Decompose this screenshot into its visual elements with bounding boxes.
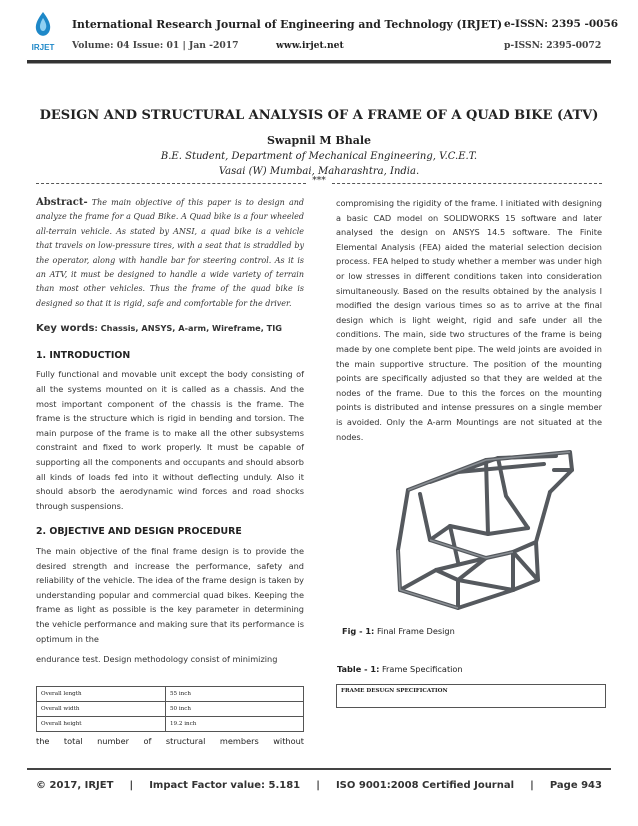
section-separator xyxy=(36,176,602,188)
abstract-text: The main objective of this paper is to design and analyze the frame for a Quad Bike. A Quad bike is a four wheeled all-terrain vehicle. As stated by ANSI, a quad bike is a vehicle that travels on low-pressure tires, with a seat that is straddled by the operator, along with handle bar for steering control. As it is an ATV, it must be designed to handle a wide variety of terrain than most other vehicles. Thus the frame of the quad bike is designed so that it is rigid, safe and comfortable for the driver. xyxy=(36,198,304,308)
objective-text: The main objective of the final frame design is to provide the desired strength and increase the performance, safety and reliability of the vehicle. The idea of the frame design is taken by understanding popular and commercial quad bikes. Keeping the frame as light as possible is the key parameter in determining the vehicle performance and making sure that its performance is optimum in the xyxy=(36,545,304,644)
word: total xyxy=(63,736,83,746)
word: without xyxy=(273,736,304,746)
frame-spec-table xyxy=(36,686,304,732)
keywords-label: Key words xyxy=(36,323,95,335)
spec-label: Overall width xyxy=(37,702,166,717)
table-caption xyxy=(337,664,463,674)
left-column xyxy=(36,196,304,667)
logo-wordmark: IRJET xyxy=(31,43,55,52)
separator-dash-right xyxy=(332,183,602,184)
abstract-label: Abstract- xyxy=(36,197,88,208)
footer-copyright: © 2017, IRJET xyxy=(36,780,114,791)
separator-dash-left xyxy=(36,183,306,184)
design-spec-box xyxy=(336,684,606,708)
spec-value: 19.2 inch xyxy=(166,717,304,732)
footer-impact-factor: Impact Factor value: 5.181 xyxy=(149,780,301,791)
figure-caption xyxy=(342,626,455,636)
word: of xyxy=(143,736,152,746)
footer-page-number: Page 943 xyxy=(549,780,602,791)
volume-issue: Volume: 04 Issue: 01 | Jan -2017 xyxy=(72,40,239,51)
separator-stars: *** xyxy=(312,176,326,186)
table-row xyxy=(37,717,304,732)
right-column xyxy=(336,196,602,444)
header-rule xyxy=(27,60,611,64)
keywords xyxy=(36,321,304,337)
objective-heading: 2. OBJECTIVE AND DESIGN PROCEDURE xyxy=(36,526,242,538)
spec-label: Overall length xyxy=(37,687,166,702)
irjet-logo xyxy=(28,10,58,54)
footer-iso: ISO 9001:2008 Certified Journal xyxy=(335,780,515,791)
left-column-last-line xyxy=(36,736,304,746)
figure-caption-text: Final Frame Design xyxy=(374,626,455,636)
objective-text-continued: endurance test. Design methodology consist of minimizing xyxy=(36,654,278,665)
footer-separator: | xyxy=(129,780,134,791)
affiliation-line-1: B.E. Student, Department of Mechanical Engineering, V.C.E.T. xyxy=(160,151,478,162)
journal-website-link[interactable]: www.irjet.net xyxy=(276,40,344,51)
word: the xyxy=(36,736,50,746)
word: number xyxy=(97,736,130,746)
footer-rule xyxy=(27,768,611,770)
page-footer xyxy=(36,780,602,791)
affiliation-line-2: Vasai (W) Mumbai, Maharashtra, India. xyxy=(218,166,420,177)
footer-separator: | xyxy=(316,780,320,791)
word: members xyxy=(219,736,259,746)
author-name: Swapnil M Bhale xyxy=(266,134,372,147)
abstract xyxy=(36,196,304,311)
p-issn: p-ISSN: 2395-0072 xyxy=(504,40,602,51)
spec-value: 50 inch xyxy=(166,702,304,717)
journal-title: International Research Journal of Engineering and Technology (IRJET) xyxy=(72,18,503,31)
paper-title: DESIGN AND STRUCTURAL ANALYSIS OF A FRAME OF A QUAD BIKE (ATV) xyxy=(39,108,599,123)
keywords-text: : Chassis, ANSYS, A-arm, Wireframe, TIG xyxy=(94,323,283,334)
table-row xyxy=(37,687,304,702)
design-spec-box-header: FRAME DESUGN SPECIFICATION xyxy=(341,688,448,694)
quad-bike-frame-figure xyxy=(338,430,598,620)
spec-value: 55 inch xyxy=(166,687,304,702)
table-row xyxy=(37,702,304,717)
right-column-text: compromising the rigidity of the frame. I initiated with designing a basic CAD model on SOLIDWORKS 15 software and later analysed the design on ANSYS 14.5 software. The Finite Elemental Analysis (FEA) aided the material selection decision process. FEA helped to study whether a member was under high or low stresses in different conditions taken into consideration simultaneously. Based on the results obtained by the analysis I modified the design various times so as to arrive at the final design which is light weight, rigid and safe under all the conditions. The main, side two structures of the frame is being made by one complete bent pipe. The weld joints are avoided in the main supportive structure. The position of the mounting points are specifically adjusted so that they are welded at the nodes of the frame. Due to this the forces on the mounting points is distributed and intense pressures on a single member is avoided. Only the A-arm Mountings are not situated at the nodes. xyxy=(336,198,602,442)
table-label: Table - 1: xyxy=(337,664,380,674)
table-caption-text: Frame Specification xyxy=(379,664,463,674)
intro-text: Fully functional and movable unit except the body consisting of all the systems mounted on it is called as a chassis. And the most important component of the chassis is the frame. The frame is the structure which is rigid in bending and torsion. The main purpose of the frame is to make all the other subsystems constraint and fixed to work properly. It must be capable of supporting all the components and occupants and should absorb all kinds of loads fed into it without deflecting unduly. Also it should absorb the aerodynamic wind forces and road shocks through suspensions. xyxy=(36,369,304,511)
e-issn: e-ISSN: 2395 -0056 xyxy=(504,18,619,30)
intro-heading: 1. INTRODUCTION xyxy=(36,349,131,361)
word: structural xyxy=(165,736,206,746)
figure-label: Fig - 1: xyxy=(342,626,375,636)
spec-label: Overall height xyxy=(37,717,166,732)
footer-separator: | xyxy=(530,780,534,791)
